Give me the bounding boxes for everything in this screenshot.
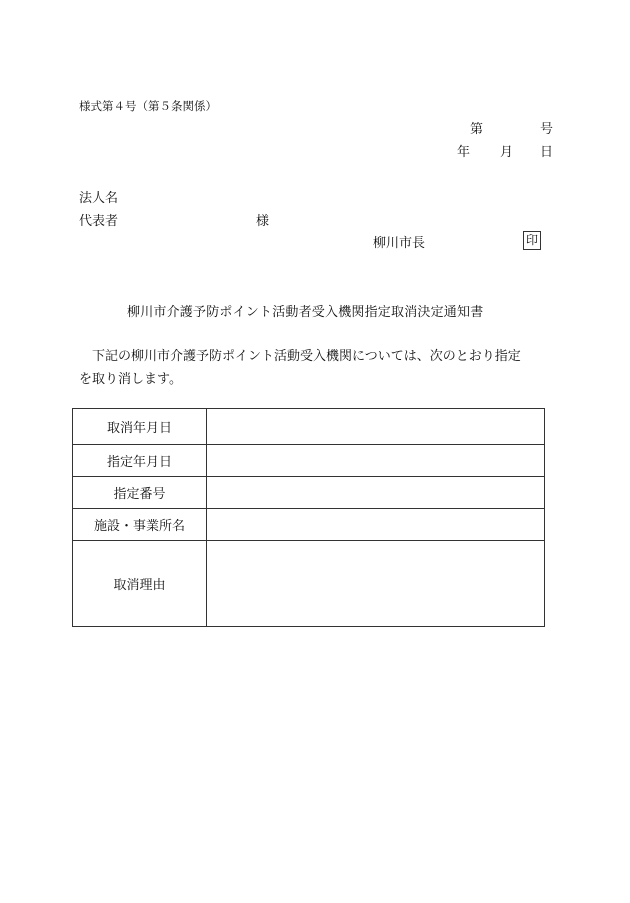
row-label-facility-name: 施設・事業所名 <box>73 509 207 541</box>
date-day-label: 日 <box>540 145 554 160</box>
row-label-designation-number: 指定番号 <box>73 477 207 509</box>
row-value-designation-date <box>207 445 545 477</box>
table-row <box>73 541 545 627</box>
row-value-facility-name <box>207 509 545 541</box>
form-number: 様式第４号（第５条関係） <box>79 99 217 113</box>
document-title: 柳川市介護予防ポイント活動者受入機関指定取消決定通知書 <box>127 305 484 320</box>
honorific-label: 様 <box>256 214 270 229</box>
row-label-designation-date: 指定年月日 <box>73 445 207 477</box>
table-row <box>73 477 545 509</box>
table-row <box>73 509 545 541</box>
seal-stamp: 印 <box>523 231 541 250</box>
table-row <box>73 409 545 445</box>
date-month-label: 月 <box>500 145 514 160</box>
body-line-1: 下記の柳川市介護予防ポイント活動受入機関については、次のとおり指定 <box>92 349 521 364</box>
date-year-label: 年 <box>457 145 471 160</box>
representative-label: 代表者 <box>79 214 119 229</box>
mayor-title: 柳川市長 <box>373 236 426 251</box>
row-value-designation-number <box>207 477 545 509</box>
row-value-cancel-date <box>207 409 545 445</box>
row-label-cancel-reason: 取消理由 <box>73 541 207 627</box>
document-number-suffix: 号 <box>540 122 554 137</box>
corporation-name-label: 法人名 <box>79 191 119 206</box>
document-number-prefix: 第 <box>470 122 484 137</box>
row-label-cancel-date: 取消年月日 <box>73 409 207 445</box>
body-paragraph <box>79 345 549 391</box>
details-table <box>72 408 545 627</box>
row-value-cancel-reason <box>207 541 545 627</box>
table-row <box>73 445 545 477</box>
body-line-2: を取り消します。 <box>79 372 182 387</box>
